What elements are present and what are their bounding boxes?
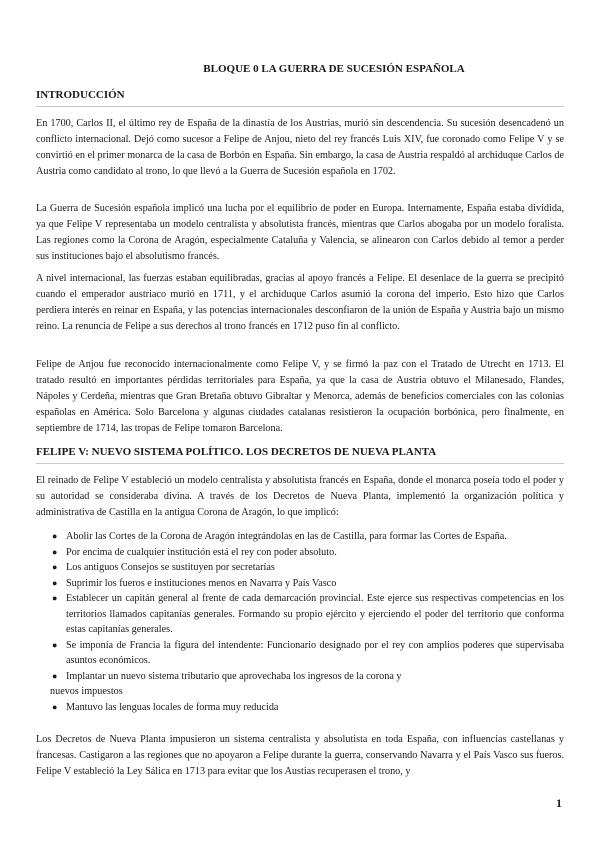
list-item: ● Por encima de cualquier institución está el rey con poder absoluto. — [50, 545, 564, 561]
bullet-icon: ● — [52, 577, 58, 588]
paragraph-intro-4: Felipe de Anjou fue reconocido internacionalmente como Felipe V, y se firmó la paz con el Tratado de Utrecht en 1713. El tratado resultó en importantes pérdidas territoriales para España, ya que la casa de Austria obtuvo el Milanesado, Flandes, Nápoles y Cerdeña, mientras que Gran Bretaña obtuvo Gibraltar y Menorca, además de beneficios comerciales con las colonias españolas en América. Solo Barcelona y algunas ciudades catalanas resistieron la ocupación borbónica, pero finalmente, en septiembre de 1714, las tropas de Felipe tomaron Barcelona. — [36, 359, 564, 434]
list-item: ● Abolir las Cortes de la Corona de Aragón integrándolas en las de Castilla, para formar las Cortes de España. — [50, 529, 564, 545]
list-item: ● Se imponía de Francia la figura del intendente: Funcionario designado por el rey con amplios poderes que supervisaba asuntos económicos. — [52, 639, 564, 666]
page-number: 1 — [556, 796, 562, 810]
paragraph-intro-3: A nivel internacional, las fuerzas estaban equilibradas, gracias al apoyo francés a Felipe. El desenlace de la guerra se precipitó cuando el emperador austriaco murió en 1711, y el archiduque Carlos asumió la corona del imperio. Esto hizo que Carlos perdiera interés en reinar en España, y las potencias internacionales desconfiaron de la unión de España y Austria bajo un mismo reino. La renuncia de Felipe a sus derechos al trono francés en 1712 puso fin al conflicto. — [36, 273, 564, 332]
list-item: ● Mantuvo las lenguas locales de forma muy reducida — [50, 700, 564, 716]
paragraph-felipe-2: Los Decretos de Nueva Planta impusieron un sistema centralista y absolutista en toda España, con influencias castellanas y francesas. Castigaron a las regiones que no apoyaron a Felipe durante la guerra, conservando Navarra y el País Vasco sus fueros. Felipe V estableció la Ley Sálica en 1713 para evitar que los Austias recuperasen el trono, y — [36, 734, 564, 777]
section-divider — [36, 106, 564, 107]
document-title: BLOQUE 0 LA GUERRA DE SUCESIÓN ESPAÑOLA — [203, 63, 465, 75]
bullet-icon: ● — [52, 701, 58, 712]
paragraph-felipe-1: El reinado de Felipe V estableció un modelo centralista y absolutista francés en España, donde el monarca poseía todo el poder y su autoridad se consideraba divina. A través de los Decretos de Nueva Planta, implementó la organización política y administrativa de Castilla en la antigua Corona de Aragón, lo que implicó: — [36, 475, 564, 518]
bullet-icon: ● — [52, 531, 58, 541]
paragraph-intro-2: La Guerra de Sucesión española implicó una lucha por el equilibrio de poder en Europa. Internamente, España estaba dividida, ya que Felipe V representaba un modelo centralista y absolutista francés, mientras que Carlos abogaba por un modelo foralista. Las regiones como la Corona de Aragón, especialmente Cataluña y Valencia, se alinearon con Carlos debido al temor a perder sus instituciones bajo el absolutismo francés. — [36, 203, 564, 262]
bullet-icon: ● — [52, 670, 58, 681]
reform-list — [50, 529, 564, 715]
bullet-icon: ● — [52, 546, 58, 557]
section-divider — [36, 463, 564, 464]
bullet-icon: ● — [52, 639, 58, 650]
list-item: ● Los antiguos Consejos se sustituyen por secretarías — [50, 560, 564, 576]
bullet-icon: ● — [52, 562, 58, 572]
section-heading-introduccion: INTRODUCCIÓN — [36, 89, 125, 101]
paragraph-intro-1: En 1700, Carlos II, el último rey de España de la dinastía de los Austrias, murió sin descendencia. Su sucesión desencadenó un conflicto internacional. Dejó como sucesor a Felipe de Anjou, nieto del rey francés Luis XIV, fue coronado como Felipe V y se convirtió en el primer monarca de la casa de Borbón en España. Sin embargo, la casa de Austria respaldó al archiduque Carlos de Austria como candidato al trono, lo que llevó a la Guerra de Sucesión española en 1702. — [36, 118, 564, 177]
bullet-icon: ● — [52, 593, 58, 603]
list-item: ● Suprimir los fueros e instituciones menos en Navarra y País Vasco — [50, 576, 564, 592]
list-item: ● Establecer un capitán general al frente de cada demarcación provincial. Este ejerce sus respectivas competencias en los territorios llamados capitanías generales. Formando su propio ejército y ejerciendo el poder del territorio que conforma estas capitanías generales. — [52, 593, 564, 635]
list-item: ● Implantar un nuevo sistema tributario que aprovechaba los ingresos de la corona y — [50, 669, 564, 685]
list-item-continuation: nuevos impuestos — [50, 686, 123, 697]
section-heading-felipe-v: FELIPE V: NUEVO SISTEMA POLÍTICO. LOS DECRETOS DE NUEVA PLANTA — [36, 446, 437, 458]
